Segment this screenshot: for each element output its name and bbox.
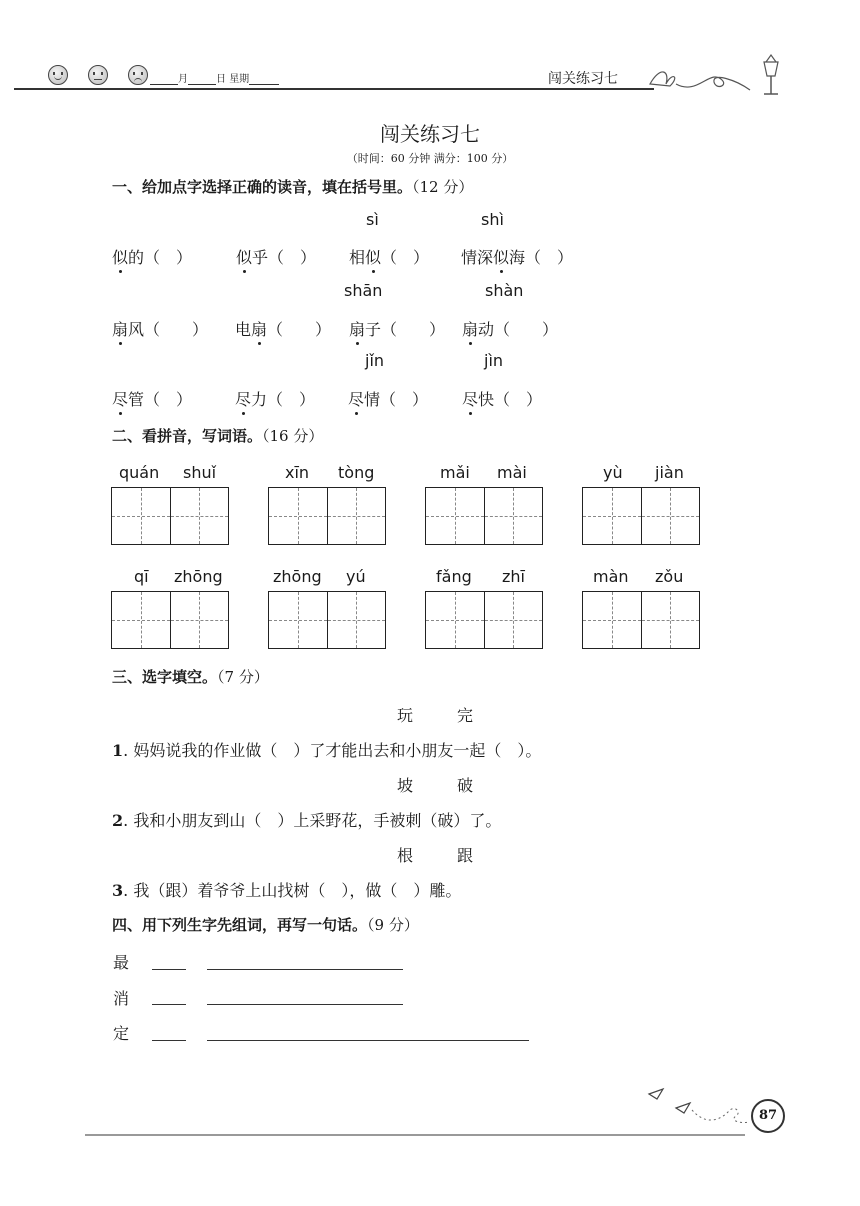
q1-word: 尽管（ ） [112,387,192,410]
q3-choice: 根 [397,846,414,865]
q2-pinyin: shuǐ [183,463,217,482]
q2-pinyin: quán [119,463,160,482]
footer-rule [85,1134,745,1136]
page-number: 87 [751,1099,785,1133]
writing-grid-box[interactable] [111,591,229,649]
q3-choice: 跟 [457,846,474,865]
q2-heading: 二、看拼音，写词语。（16 分） [112,427,324,445]
q1-word: 似的（ ） [112,245,192,268]
q2-pinyin: mǎi [440,463,470,482]
q2-pinyin: yú [346,567,366,586]
q3-choice: 玩 [397,706,414,725]
page-title: 闯关练习七 [380,122,480,146]
q3-sentence: 3. 我（跟）着爷爷上山找树（ ），做（ ）雕。 [112,881,462,900]
time-score-info: （时间：60 分钟 满分：100 分） [346,152,514,165]
sad-face-icon [128,65,148,85]
q1-pinyin: shàn [485,281,524,300]
q1-pinyin: jǐn [365,351,385,370]
q1-word: 电扇（ ） [235,317,331,340]
q1-word: 扇子（ ） [349,317,445,340]
q3-sentence: 1. 妈妈说我的作业做（ ）了才能出去和小朋友一起（ ）。 [112,741,542,760]
q1-word: 扇风（ ） [112,317,208,340]
q1-heading: 一、给加点字选择正确的读音，填在括号里。（12 分） [112,178,474,196]
q1-word: 似乎（ ） [236,245,316,268]
q2-pinyin: zhōng [174,567,223,586]
word-answer-line[interactable] [152,1004,186,1005]
weekday-label: 星期 [229,74,250,85]
writing-grid-box[interactable] [425,591,543,649]
q4-char: 最 [113,953,130,972]
q1-pinyin: shì [481,210,504,229]
q2-pinyin: màn [593,567,629,586]
butterfly-lamp-decoration-icon [646,50,786,100]
q4-heading: 四、用下列生字先组词，再写一句话。（9 分） [112,916,419,934]
writing-grid-box[interactable] [425,487,543,545]
q2-pinyin: zhī [502,567,525,586]
q1-pinyin: jìn [484,351,504,370]
sentence-answer-line[interactable] [207,969,403,970]
q1-word: 相似（ ） [349,245,429,268]
q1-word: 尽快（ ） [462,387,542,410]
q2-pinyin: mài [497,463,527,482]
writing-grid-box[interactable] [111,487,229,545]
q1-pinyin: shān [344,281,383,300]
q3-choice: 破 [457,776,474,795]
q2-pinyin: jiàn [655,463,684,482]
writing-grid-box[interactable] [582,487,700,545]
q2-pinyin: zǒu [655,567,684,586]
q2-pinyin: tòng [338,463,375,482]
q1-pinyin: sì [366,210,379,229]
sentence-answer-line[interactable] [207,1040,529,1041]
header-title: 闯关练习七 [548,71,618,87]
q2-pinyin: fǎng [436,567,472,586]
sentence-answer-line[interactable] [207,1004,403,1005]
q4-char: 消 [113,989,130,1008]
word-answer-line[interactable] [152,969,186,970]
q2-pinyin: xīn [285,463,310,482]
q3-heading: 三、选字填空。（7 分） [112,668,269,686]
q1-word: 尽情（ ） [348,387,428,410]
day-label: 日 [216,74,226,85]
paper-plane-decoration-icon [646,1086,752,1128]
q4-char: 定 [113,1024,130,1043]
header-rule [14,88,654,90]
q1-word: 扇动（ ） [462,317,558,340]
q2-pinyin: qī [134,567,149,586]
q2-pinyin: yù [603,463,623,482]
smiley-face-icon [48,65,68,85]
writing-grid-box[interactable] [268,591,386,649]
writing-grid-box[interactable] [582,591,700,649]
writing-grid-box[interactable] [268,487,386,545]
date-line [150,70,279,85]
q3-choice: 完 [457,706,474,725]
q1-word: 情深似海（ ） [461,245,573,268]
q1-word: 尽力（ ） [235,387,315,410]
q2-pinyin: zhōng [273,567,322,586]
q3-choice: 坡 [397,776,414,795]
month-label: 月 [178,74,188,85]
neutral-face-icon [88,65,108,85]
q3-sentence: 2. 我和小朋友到山（ ）上采野花，手被刺（破）了。 [112,811,502,830]
word-answer-line[interactable] [152,1040,186,1041]
